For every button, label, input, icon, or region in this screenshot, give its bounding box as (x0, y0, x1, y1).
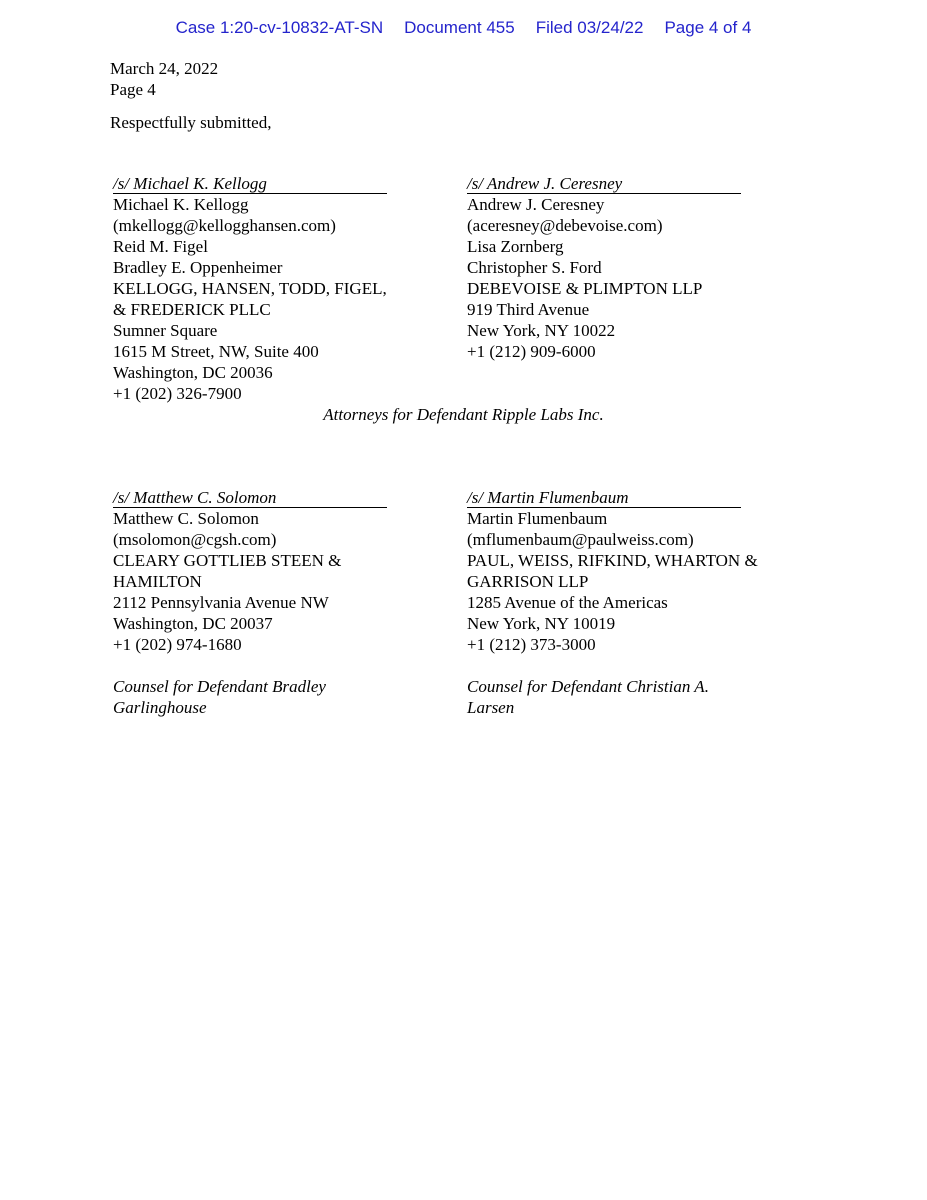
larsen-counsel-caption: Counsel for Defendant Christian A. Larsen (467, 677, 709, 717)
address-line: DEBEVOISE & PLIMPTON LLP (467, 279, 703, 298)
address-line: GARRISON LLP (467, 572, 589, 591)
address-line: Matthew C. Solomon (113, 509, 259, 528)
attorney-address-block (467, 194, 821, 362)
address-line: 2112 Pennsylvania Avenue NW (113, 593, 329, 612)
signature-line: /s/ Martin Flumenbaum (467, 487, 741, 508)
address-line: New York, NY 10019 (467, 614, 616, 633)
address-line: HAMILTON (113, 572, 202, 591)
signature-line: /s/ Andrew J. Ceresney (467, 173, 741, 194)
address-line: Andrew J. Ceresney (467, 195, 605, 214)
signature-line: /s/ Matthew C. Solomon (113, 487, 387, 508)
ripple-counsel-caption: Attorneys for Defendant Ripple Labs Inc. (323, 405, 604, 424)
address-line: Michael K. Kellogg (113, 195, 249, 214)
address-line: KELLOGG, HANSEN, TODD, FIGEL, (113, 279, 387, 298)
address-line: & FREDERICK PLLC (113, 300, 271, 319)
signature-row-1 (113, 173, 927, 404)
address-line: Martin Flumenbaum (467, 509, 608, 528)
intro-block (110, 58, 927, 133)
address-line: (msolomon@cgsh.com) (113, 530, 277, 549)
salutation: Respectfully submitted, (110, 113, 272, 132)
address-line: +1 (212) 373-3000 (467, 635, 596, 654)
address-line: Lisa Zornberg (467, 237, 564, 256)
case-number: Case 1:20-cv-10832-AT-SN (175, 18, 384, 37)
letter-page-label: Page 4 (110, 80, 156, 99)
address-line: Bradley E. Oppenheimer (113, 258, 283, 277)
address-line: 1615 M Street, NW, Suite 400 (113, 342, 319, 361)
page-indicator: Page 4 of 4 (664, 18, 752, 37)
address-line: +1 (202) 974-1680 (113, 635, 242, 654)
address-line: +1 (212) 909-6000 (467, 342, 596, 361)
address-line: (mkellogg@kellogghansen.com) (113, 216, 336, 235)
attorney-address-block (467, 508, 821, 655)
address-line: +1 (202) 326-7900 (113, 384, 242, 403)
address-line: Washington, DC 20037 (113, 614, 273, 633)
signature-block-kellogg (113, 173, 467, 404)
address-line: (mflumenbaum@paulweiss.com) (467, 530, 694, 549)
address-line: Washington, DC 20036 (113, 363, 273, 382)
address-line: New York, NY 10022 (467, 321, 616, 340)
signature-block-ceresney (467, 173, 821, 404)
attorney-address-block (113, 508, 467, 655)
address-line: Christopher S. Ford (467, 258, 602, 277)
signature-block-flumenbaum (467, 487, 821, 718)
filed-date: Filed 03/24/22 (535, 18, 644, 37)
ecf-stamp-header (0, 0, 927, 38)
garlinghouse-counsel-caption: Counsel for Defendant Bradley Garlinghouse (113, 677, 326, 717)
attorney-address-block (113, 194, 467, 404)
address-line: Reid M. Figel (113, 237, 208, 256)
signature-line: /s/ Michael K. Kellogg (113, 173, 387, 194)
signature-block-solomon (113, 487, 467, 718)
address-line: PAUL, WEISS, RIFKIND, WHARTON & (467, 551, 758, 570)
address-line: (aceresney@debevoise.com) (467, 216, 663, 235)
signature-row-2 (113, 487, 927, 718)
letter-date: March 24, 2022 (110, 59, 219, 78)
address-line: 919 Third Avenue (467, 300, 590, 319)
document-number: Document 455 (404, 18, 515, 37)
address-line: 1285 Avenue of the Americas (467, 593, 668, 612)
address-line: Sumner Square (113, 321, 218, 340)
address-line: CLEARY GOTTLIEB STEEN & (113, 551, 342, 570)
